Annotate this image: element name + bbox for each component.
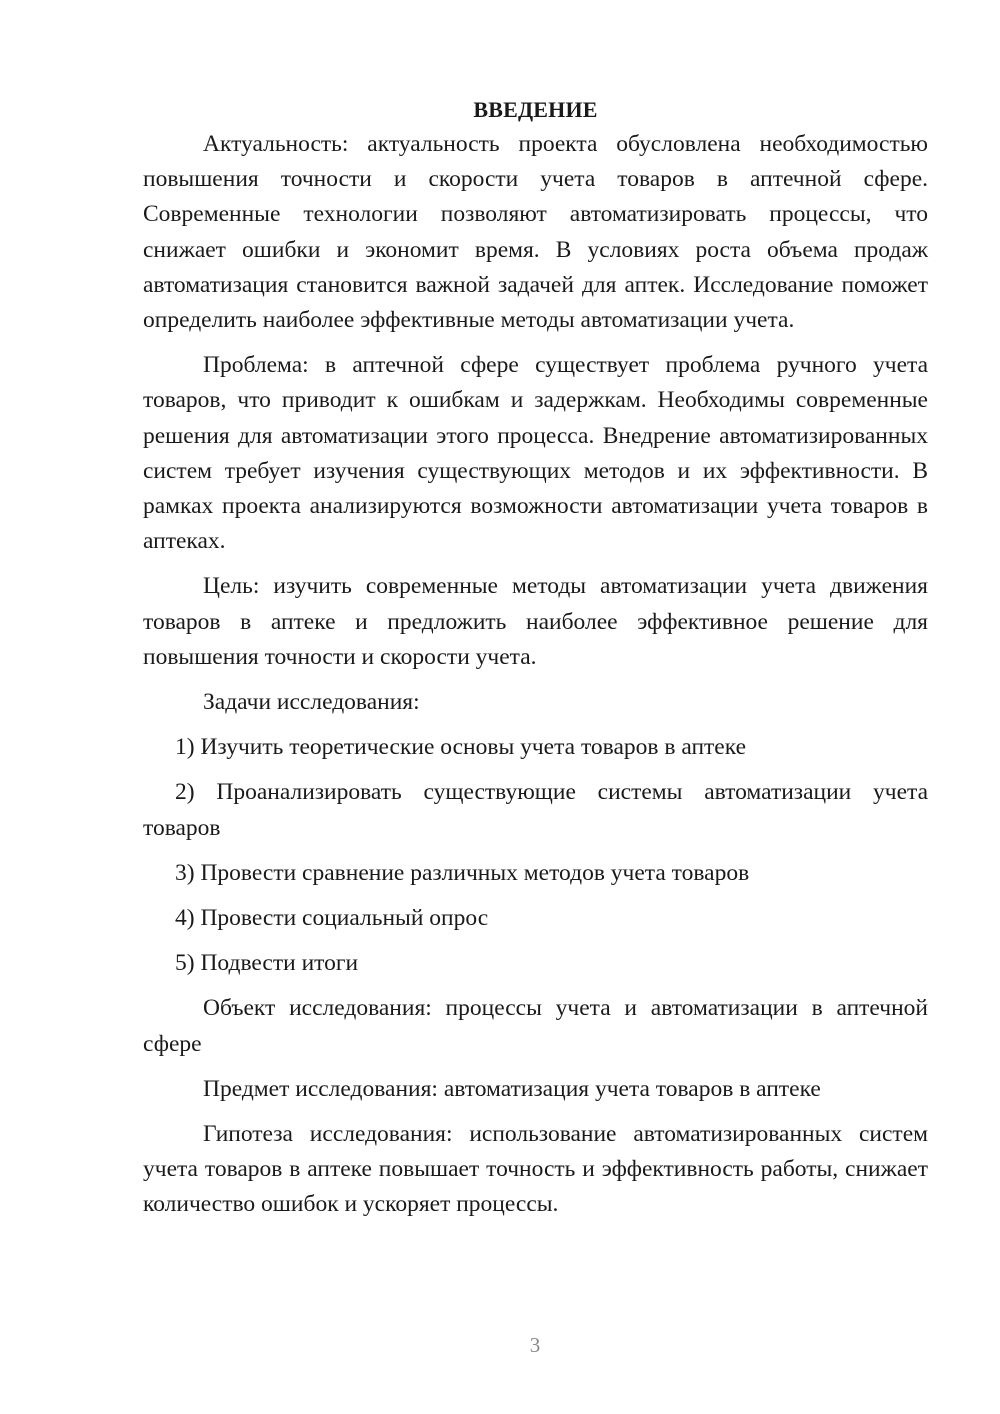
problem-paragraph: Проблема: в аптечной сфере существует проблема ручного учета товаров, что приводит к ошибкам и задержкам. Необходимы современные решения для автоматизации этого процесса. Внедрение автоматизированных систем требует изучения существующих методов и их эффективности. В рамках проекта анализируются возможности автоматизации учета товаров в аптеках. bbox=[143, 352, 928, 555]
list-item: 3) Провести сравнение различных методов учета товаров bbox=[175, 859, 750, 886]
tasks-title: Задачи исследования: bbox=[203, 689, 420, 716]
list-item: 4) Провести социальный опрос bbox=[175, 905, 489, 932]
object-paragraph: Объект исследования: процессы учета и автоматизации в аптечной сфере bbox=[143, 995, 928, 1057]
page-title: ВВЕДЕНИЕ bbox=[473, 97, 598, 122]
hypothesis-paragraph: Гипотеза исследования: использование автоматизированных систем учета товаров в аптеке повышает точность и эффективность работы, снижает количество ошибок и ускоряет процессы. bbox=[143, 1121, 928, 1218]
list-item: 2) Проанализировать существующие системы автоматизации учета товаров bbox=[143, 779, 928, 841]
page-body bbox=[143, 92, 928, 1233]
page-number: 3 bbox=[529, 1333, 541, 1357]
list-item: 1) Изучить теоретические основы учета товаров в аптеке bbox=[175, 734, 746, 761]
list-item: 5) Подвести итоги bbox=[175, 950, 359, 977]
subject-paragraph: Предмет исследования: автоматизация учета товаров в аптеке bbox=[203, 1075, 821, 1102]
goal-paragraph: Цель: изучить современные методы автоматизации учета движения товаров в аптеке и предложить наиболее эффективное решение для повышения точности и скорости учета. bbox=[143, 573, 928, 670]
relevance-paragraph: Актуальность: актуальность проекта обусловлена необходимостью повышения точности и скорости учета товаров в аптечной сфере. Современные технологии позволяют автоматизировать процессы, что снижает ошибки и экономит время. В условиях роста объема продаж автоматизация становится важной задачей для аптек. Исследование поможет определить наиболее эффективные методы автоматизации учета. bbox=[143, 131, 928, 334]
tasks-list bbox=[143, 730, 928, 981]
